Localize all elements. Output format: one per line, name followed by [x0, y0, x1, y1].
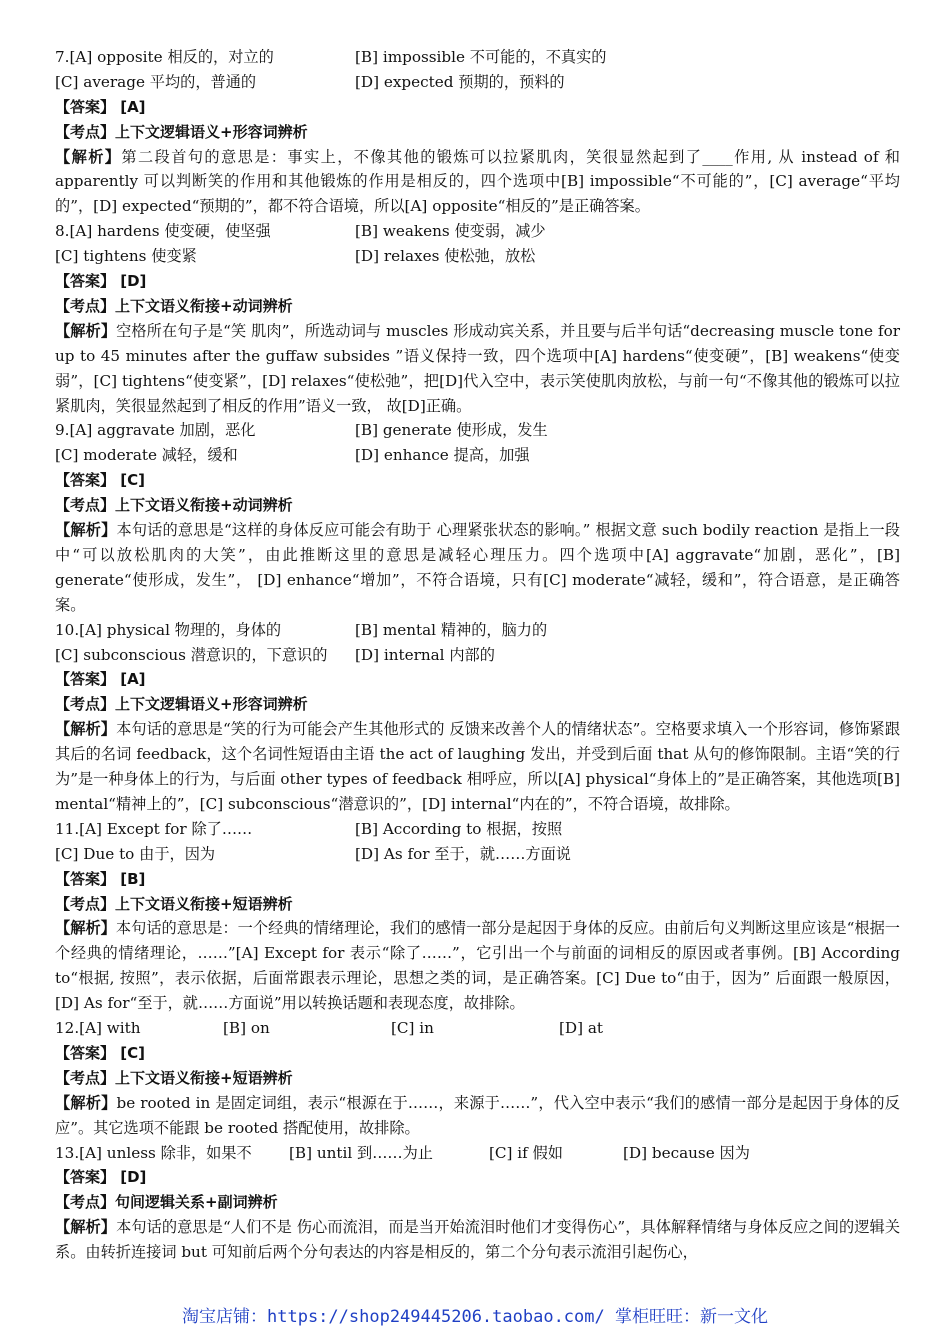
q8-answer: 【答案】 [D]: [55, 272, 147, 291]
q10-analysis: [55, 717, 900, 817]
q11-answer: 【答案】 [B]: [55, 869, 146, 888]
q7-answer: 【答案】 [A]: [55, 97, 146, 116]
q12-analysis: [55, 1091, 900, 1141]
q9-answer: 【答案】 [C]: [55, 471, 145, 490]
q8-analysis: [55, 319, 900, 419]
q10-answer: 【答案】 [A]: [55, 670, 146, 689]
q8-options-row-1: [55, 219, 900, 244]
q11-option-c: [C] Due to 由于，因为: [55, 844, 216, 863]
q10-option-a: 10.[A] physical 物理的，身体的: [55, 620, 282, 639]
q12-answer: 【答案】 [C]: [55, 1043, 145, 1062]
q13-option-a: 13.[A] unless 除非，如果不: [55, 1143, 252, 1162]
q7-analysis-text: 第二段首句的意思是：事实上，不像其他的锻炼可以拉紧肌肉，笑很显然起到了____作用, 从 instead of 和 apparently 可以判断笑的作用和其他锻炼的作用是相反的，四个选项中[B] impossible“不可能的”，[C] average“平均的”，[D] expected“预期的”，都不符合语境，所以[A] opposite“相反的”是正确答案。: [55, 147, 900, 216]
q7-analysis-tag: 【解析】: [55, 147, 122, 166]
q12-point: 【考点】上下文语义衔接+短语辨析: [55, 1068, 293, 1087]
document-body: [55, 45, 900, 1265]
q11-option-a: 11.[A] Except for 除了……: [55, 819, 253, 838]
q8-option-b: [B] weakens 使变弱，减少: [355, 222, 546, 241]
q13-analysis: [55, 1215, 900, 1265]
q13-option-c: [C] if 假如: [489, 1143, 563, 1162]
q11-option-b: [B] According to 根据，按照: [355, 819, 563, 838]
q11-option-d: [D] As for 至于，就……方面说: [355, 844, 571, 863]
q7-option-d: [D] expected 预期的，预料的: [355, 72, 565, 91]
q11-analysis-tag: 【解析】: [55, 919, 116, 938]
q12-option-c: [C] in: [391, 1019, 434, 1038]
q8-option-c: [C] tightens 使变紧: [55, 247, 197, 266]
q9-options-row-2: [55, 443, 900, 468]
q9-point: 【考点】上下文语义衔接+动词辨析: [55, 496, 293, 515]
q12-option-d: [D] at: [559, 1019, 604, 1038]
q10-option-c: [C] subconscious 潜意识的，下意识的: [55, 645, 328, 664]
q12-option-a: 12.[A] with: [55, 1019, 141, 1038]
q9-options-row-1: [55, 418, 900, 443]
q7-options-row-1: [55, 45, 900, 70]
q11-point: 【考点】上下文语义衔接+短语辨析: [55, 894, 293, 913]
q11-analysis-text: 本句话的意思是：一个经典的情绪理论，我们的感情一部分是起因于身体的反应。由前后句义判断这里应该是“根据一个经典的情绪理论，……”[A] Except for 表示“除了……”，它引出一个与前面的词相反的原因或者事例。[B] According to“根据, 按照”，表示依据，后面常跟表示理论，思想之类的词，是正确答案。[C] Due to“由于，因为” 后面跟一般原因，[D] As for“至于，就……方面说”用以转换话题和表现态度，故排除。: [55, 919, 900, 1013]
q10-option-d: [D] internal 内部的: [355, 645, 495, 664]
q13-analysis-text: 本句话的意思是“人们不是 伤心而流泪，而是当开始流泪时他们才变得伤心”，具体解释情绪与身体反应之间的逻辑关系。由转折连接词 but 可知前后两个分句表达的内容是相反的，第二个分句表示流泪引起伤心，: [55, 1218, 901, 1262]
q7-option-a: 7.[A] opposite 相反的，对立的: [55, 48, 274, 66]
q13-analysis-tag: 【解析】: [55, 1218, 117, 1237]
q9-analysis: [55, 518, 900, 618]
q9-option-a: 9.[A] aggravate 加剧，恶化: [55, 421, 256, 440]
q9-option-b: [B] generate 使形成，发生: [355, 421, 548, 440]
q7-options-row-2: [55, 70, 900, 95]
q7-option-c: [C] average 平均的，普通的: [55, 72, 257, 91]
q8-options-row-2: [55, 244, 900, 269]
q12-analysis-tag: 【解析】: [55, 1093, 117, 1112]
q10-analysis-text: 本句话的意思是“笑的行为可能会产生其他形式的 反馈来改善个人的情绪状态”。空格要求填入一个形容词，修饰紧跟其后的名词 feedback，这个名词性短语由主语 the act of laughing 发出，并受到后面 that 从句的修饰限制。主语“笑的行为”是一种身体上的行为，与后面 other types of feedback 相呼应，所以[A] physical“身体上的”是正确答案，其他选项[B] mental“精神上的”，[C] subconscious“潜意识的”，[D] internal“内在的”，不符合语境，故排除。: [55, 720, 901, 813]
q11-analysis: [55, 916, 900, 1016]
q10-options-row-2: [55, 643, 900, 668]
q9-option-c: [C] moderate 减轻，缓和: [55, 446, 238, 465]
q7-analysis: [55, 145, 900, 220]
q9-analysis-text: 本句话的意思是“这样的身体反应可能会有助于 心理紧张状态的影响。” 根据文意 such bodily reaction 是指上一段中“可以放松肌肉的大笑”，由此推断这里的意思是减轻心理压力。四个选项中[A] aggravate“加剧，恶化”，[B] generate“使形成，发生”， [D] enhance“增加”，不符合语境，只有[C] moderate“减轻，缓和”，符合语意，是正确答案。: [55, 521, 900, 614]
q12-option-b: [B] on: [223, 1019, 270, 1038]
q13-option-d: [D] because 因为: [623, 1143, 750, 1162]
q10-point: 【考点】上下文逻辑语义+形容词辨析: [55, 695, 308, 714]
page-footer-shop-link[interactable]: 淘宝店铺：https://shop249445206.taobao.com/ 掌柜旺旺：新一文化: [182, 1307, 768, 1327]
q13-option-b: [B] until 到……为止: [289, 1143, 433, 1162]
q12-analysis-text: be rooted in 是固定词组，表示“根源在于……，来源于……”，代入空中表示“我们的感情一部分是起因于身体的反应”。其它选项不能跟 be rooted 搭配使用，故排除。: [55, 1093, 900, 1137]
q10-options-row-1: [55, 618, 900, 643]
q8-point: 【考点】上下文语义衔接+动词辨析: [55, 296, 293, 315]
q10-analysis-tag: 【解析】: [55, 720, 117, 739]
q9-analysis-tag: 【解析】: [55, 521, 117, 540]
q13-options-row: [55, 1141, 900, 1166]
q9-option-d: [D] enhance 提高，加强: [355, 446, 530, 465]
q8-analysis-text: 空格所在句子是“笑 肌肉”，所选动词与 muscles 形成动宾关系，并且要与后半句话“decreasing muscle tone for up to 45 minutes after the guffaw subsides ”语义保持一致，四个选项中[A] hardens“使变硬”，[B] weakens“使变弱”，[C] tightens“使变紧”，[D] relaxes“使松弛”，把[D]代入空中，表示笑使肌肉放松，与前一句“不像其他的锻炼可以拉紧肌肉，笑很显然起到了相反的作用”语义一致， 故[D]正确。: [55, 321, 900, 415]
q8-option-d: [D] relaxes 使松弛，放松: [355, 247, 536, 266]
q8-analysis-tag: 【解析】: [55, 321, 117, 340]
q13-answer: 【答案】 [D]: [55, 1168, 147, 1187]
q10-option-b: [B] mental 精神的，脑力的: [355, 620, 548, 639]
q7-option-b: [B] impossible 不可能的，不真实的: [355, 48, 607, 66]
q7-point: 【考点】上下文逻辑语义+形容词辨析: [55, 122, 308, 141]
q11-options-row-2: [55, 842, 900, 867]
q13-point: 【考点】句间逻辑关系+副词辨析: [55, 1193, 278, 1212]
q8-option-a: 8.[A] hardens 使变硬，使坚强: [55, 222, 271, 241]
q11-options-row-1: [55, 817, 900, 842]
q12-options-row: [55, 1016, 900, 1041]
